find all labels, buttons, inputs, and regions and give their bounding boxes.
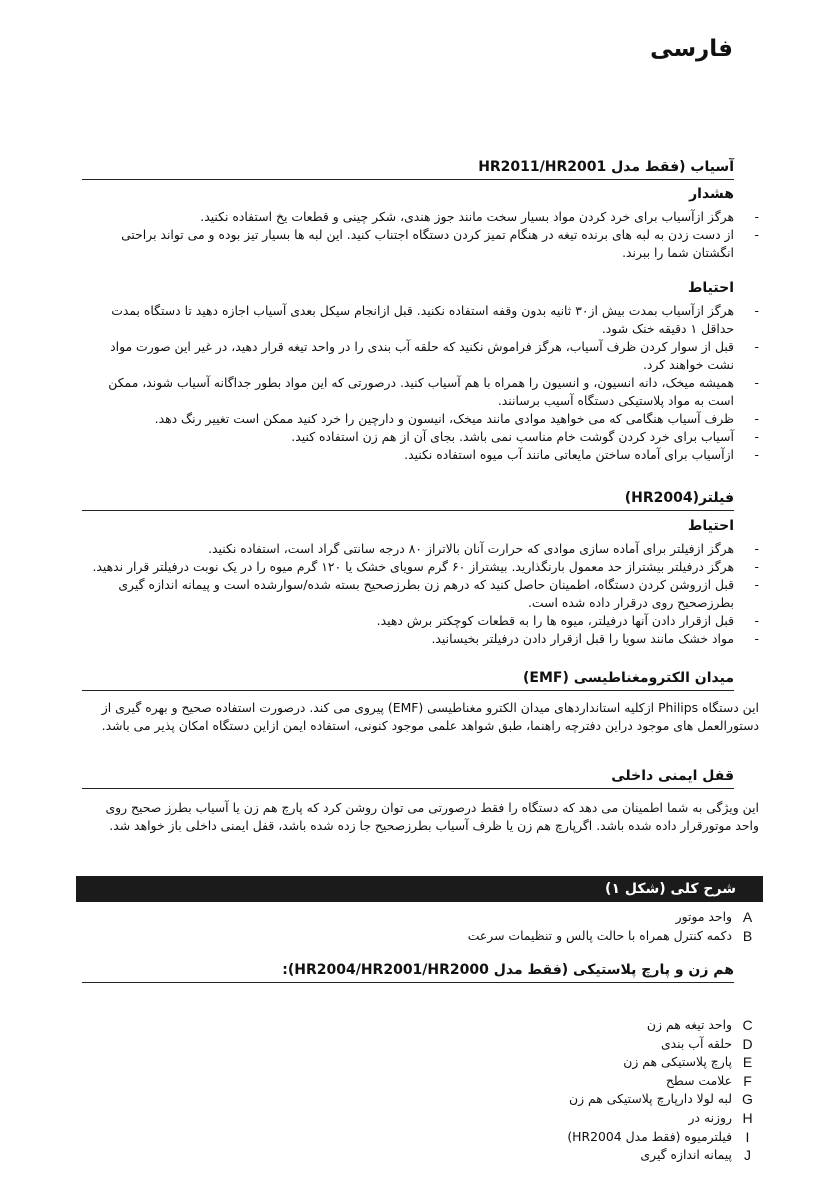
filter-caution-list <box>83 540 759 648</box>
part-label: واحد موتور <box>675 909 732 924</box>
part-label: روزنه در <box>688 1109 732 1125</box>
list-item: - هرگز ازآسیاب بمدت بیش از۳۰ ثانیه بدون وقفه استفاده نکنید. قبل ازانجام سیکل بعدی آسیاب اجازه دهید تا دستگاه بمدت حداقل ۱ دقیقه خنک شود. <box>83 302 759 338</box>
grinder-warning-list <box>83 208 759 262</box>
list-item: - هرگز ازآسیاب برای خرد کردن مواد بسیار سخت مانند جوز هندی، شکر چینی و قطعات یخ استفاده نکنید. <box>83 208 759 226</box>
grinder-section-title: آسیاب (فقط مدل HR2011/HR2001 <box>82 159 734 180</box>
part-letter: G <box>742 1091 753 1108</box>
part-letter: B <box>742 927 753 944</box>
list-item <box>468 908 763 927</box>
list-item <box>567 1053 763 1072</box>
part-letter: J <box>744 1147 751 1164</box>
safety-lock-section-title: قفل ایمنی داخلی <box>82 768 734 789</box>
list-item: - همیشه میخک، دانه انسیون، و انسیون را همراه با هم آسیاب کنید. درصورتی که این مواد بطور جداگانه آسیاب شوند، ممکن است به مواد پلاستیکی دستگاه آسیب برسانند. <box>83 374 759 410</box>
part-letter: I <box>745 1128 750 1145</box>
list-item: - هرگز درفیلتر بیشتراز حد معمول بارنگذارید. بیشتراز ۶۰ گرم سویای خشک یا ۱۲۰ گرم میوه را در یک نوبت درفیلتر قرار ندهید. <box>83 558 759 576</box>
parts-list-main <box>468 908 763 945</box>
list-item: - قبل ازروشن کردن دستگاه، اطمینان حاصل کنید که درهم زن بطرزصحیح بسته شده/سوارشده است و پیمانه اندازه گیری بطرزصحیح روی درقرار داده شده است. <box>83 576 759 612</box>
list-item: - هرگز ازفیلتر برای آماده سازی موادی که حرارت آنان بالاتراز ۸۰ درجه سانتی گراد است، استفاده نکنید. <box>83 540 759 558</box>
emf-paragraph: این دستگاه Philips ازکلیه استانداردهای میدان الکترو مغناطیسی (EMF) پیروی می کند. درصورت استفاده صحیح و بهره گیری از دستورالعمل های موجود دراین دفترچه راهنما، طبق شواهد علمی موجود کنونی، استفاده ایمن ازاین دستگاه امکان پذیر می باشد. <box>101 700 759 733</box>
list-item: - از دست زدن به لبه های برنده تیغه در هنگام تمیز کردن دستگاه اجتناب کنید. این لبه ها بسیار تیز بوده و می تواند براحتی انگشتان شما را ببرند. <box>83 226 759 262</box>
list-item <box>468 927 763 946</box>
list-item: - قبل ازقرار دادن آنها درفیلتر، میوه ها را به قطعات کوچکتر برش دهید. <box>83 612 759 630</box>
part-label: واحد تیغه هم زن <box>646 1017 732 1032</box>
general-description-header: شرح کلی (شکل ۱) <box>76 876 763 902</box>
list-item: - ظرف آسیاب هنگامی که می خواهید موادی مانند میخک، انیسون و دارچین را خرد کنید ممکن است تغییر رنگ دهد. <box>83 410 759 428</box>
part-label: حلقه آب بندی <box>660 1035 732 1051</box>
emf-section-title: میدان الکترومغناطیسی (EMF) <box>82 670 734 691</box>
list-item <box>567 1090 763 1109</box>
part-letter: H <box>742 1109 753 1126</box>
part-label: پیمانه اندازه گیری <box>640 1147 732 1163</box>
part-label: علامت سطح <box>665 1072 732 1088</box>
list-item <box>567 1072 763 1091</box>
blender-section-title: هم زن و پارچ پلاستیکی (فقط مدل HR2004/HR2001/HR2000): <box>82 962 734 983</box>
list-item <box>567 1035 763 1054</box>
list-item: - مواد خشک مانند سویا را قبل ازقرار دادن درفیلتر بخیسانید. <box>83 630 759 648</box>
part-letter: A <box>742 909 753 925</box>
language-title: فارسی <box>650 36 733 62</box>
list-item <box>567 1109 763 1128</box>
grinder-caution-title: احتیاط <box>687 280 734 296</box>
part-letter: E <box>742 1054 753 1071</box>
filter-section-title: فیلتر(HR2004) <box>82 490 734 511</box>
list-item <box>567 1146 763 1165</box>
list-item <box>567 1128 763 1147</box>
part-letter: D <box>742 1035 753 1052</box>
part-label: پارچ پلاستیکی هم زن <box>623 1054 732 1070</box>
list-item: - ازآسیاب برای آماده ساختن مایعاتی مانند آب میوه استفاده نکنید. <box>83 446 759 464</box>
filter-caution-title: احتیاط <box>687 518 734 534</box>
list-item: - آسیاب برای خرد کردن گوشت خام مناسب نمی باشد. بجای آن از هم زن استفاده کنید. <box>83 428 759 446</box>
part-letter: F <box>743 1072 752 1089</box>
list-item: - قبل از سوار کردن ظرف آسیاب، هرگز فراموش نکنید که حلقه آب بندی را در واحد تیغه قرار دهید، در غیر این صورت مواد نشت خواهند کرد. <box>83 338 759 374</box>
part-label: فیلترمیوه (فقط مدل HR2004) <box>567 1128 732 1144</box>
safety-lock-paragraph: این ویژگی به شما اطمینان می دهد که دستگاه را فقط درصورتی می توان روشن کرد که پارچ هم زن یا آسیاب بطرز صحیح روی واحد موتورقرار داده شده باشد. اگرپارچ هم زن یا ظرف آسیاب بطرزصحیح جا زده شده باشد، قفل ایمنی داخلی باز خواهد شد. <box>105 800 759 833</box>
parts-list-blender <box>567 1016 763 1165</box>
grinder-warning-title: هشدار <box>689 186 734 202</box>
part-label: لبه لولا دارپارچ پلاستیکی هم زن <box>569 1091 732 1107</box>
grinder-caution-list <box>83 302 759 464</box>
list-item <box>567 1016 763 1035</box>
part-letter: C <box>742 1017 753 1033</box>
part-label: دکمه کنترل همراه با حالت پالس و تنظیمات سرعت <box>467 927 732 943</box>
